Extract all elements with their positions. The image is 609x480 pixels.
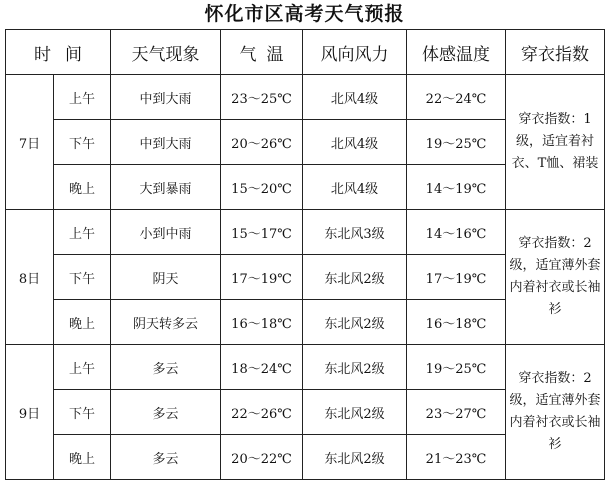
header-time: 时间 — [6, 30, 111, 75]
feels-cell: 23～27℃ — [407, 390, 506, 435]
date-cell: 9日 — [6, 345, 54, 480]
weather-cell: 中到大雨 — [111, 75, 221, 120]
temp-cell: 20～22℃ — [221, 435, 303, 480]
feels-cell: 17～19℃ — [407, 255, 506, 300]
header-clothing: 穿衣指数 — [506, 30, 605, 75]
temp-cell: 20～26℃ — [221, 120, 303, 165]
wind-cell: 东北风2级 — [303, 435, 407, 480]
weather-cell: 大到暴雨 — [111, 165, 221, 210]
feels-cell: 22～24℃ — [407, 75, 506, 120]
date-cell: 7日 — [6, 75, 54, 210]
table-row — [6, 345, 605, 390]
weather-cell: 多云 — [111, 345, 221, 390]
header-feels: 体感温度 — [407, 30, 506, 75]
feels-cell: 16～18℃ — [407, 300, 506, 345]
period-cell: 下午 — [54, 255, 111, 300]
wind-cell: 东北风2级 — [303, 300, 407, 345]
temp-cell: 17～19℃ — [221, 255, 303, 300]
table-row — [6, 210, 605, 255]
header-phenomenon: 天气现象 — [111, 30, 221, 75]
weather-cell: 小到中雨 — [111, 210, 221, 255]
temp-cell: 23～25℃ — [221, 75, 303, 120]
forecast-table — [5, 29, 605, 480]
temp-cell: 16～18℃ — [221, 300, 303, 345]
feels-cell: 21～23℃ — [407, 435, 506, 480]
period-cell: 晚上 — [54, 300, 111, 345]
date-cell: 8日 — [6, 210, 54, 345]
header-wind: 风向风力 — [303, 30, 407, 75]
header-temperature: 气温 — [221, 30, 303, 75]
weather-cell: 中到大雨 — [111, 120, 221, 165]
feels-cell: 14～19℃ — [407, 165, 506, 210]
wind-cell: 北风4级 — [303, 165, 407, 210]
weather-cell: 多云 — [111, 435, 221, 480]
period-cell: 上午 — [54, 345, 111, 390]
wind-cell: 东北风3级 — [303, 210, 407, 255]
clothing-advice: 穿衣指数：2级，适宜薄外套内着衬衣或长袖衫 — [506, 210, 605, 345]
temp-cell: 15～20℃ — [221, 165, 303, 210]
period-cell: 晚上 — [54, 165, 111, 210]
weather-cell: 阴天转多云 — [111, 300, 221, 345]
period-cell: 下午 — [54, 390, 111, 435]
temp-cell: 18～24℃ — [221, 345, 303, 390]
temp-cell: 22～26℃ — [221, 390, 303, 435]
weather-cell: 阴天 — [111, 255, 221, 300]
feels-cell: 19～25℃ — [407, 345, 506, 390]
period-cell: 上午 — [54, 75, 111, 120]
clothing-advice: 穿衣指数：1级，适宜着衬衣、T恤、裙装 — [506, 75, 605, 210]
wind-cell: 北风4级 — [303, 75, 407, 120]
feels-cell: 14～16℃ — [407, 210, 506, 255]
header-row — [6, 30, 605, 75]
weather-cell: 多云 — [111, 390, 221, 435]
page-title: 怀化市区高考天气预报 — [204, 3, 405, 25]
clothing-advice: 穿衣指数：2级，适宜薄外套内着衬衣或长袖衫 — [506, 345, 605, 480]
temp-cell: 15～17℃ — [221, 210, 303, 255]
table-row — [6, 75, 605, 120]
wind-cell: 北风4级 — [303, 120, 407, 165]
wind-cell: 东北风2级 — [303, 390, 407, 435]
period-cell: 下午 — [54, 120, 111, 165]
period-cell: 上午 — [54, 210, 111, 255]
feels-cell: 19～25℃ — [407, 120, 506, 165]
wind-cell: 东北风2级 — [303, 255, 407, 300]
period-cell: 晚上 — [54, 435, 111, 480]
wind-cell: 东北风2级 — [303, 345, 407, 390]
